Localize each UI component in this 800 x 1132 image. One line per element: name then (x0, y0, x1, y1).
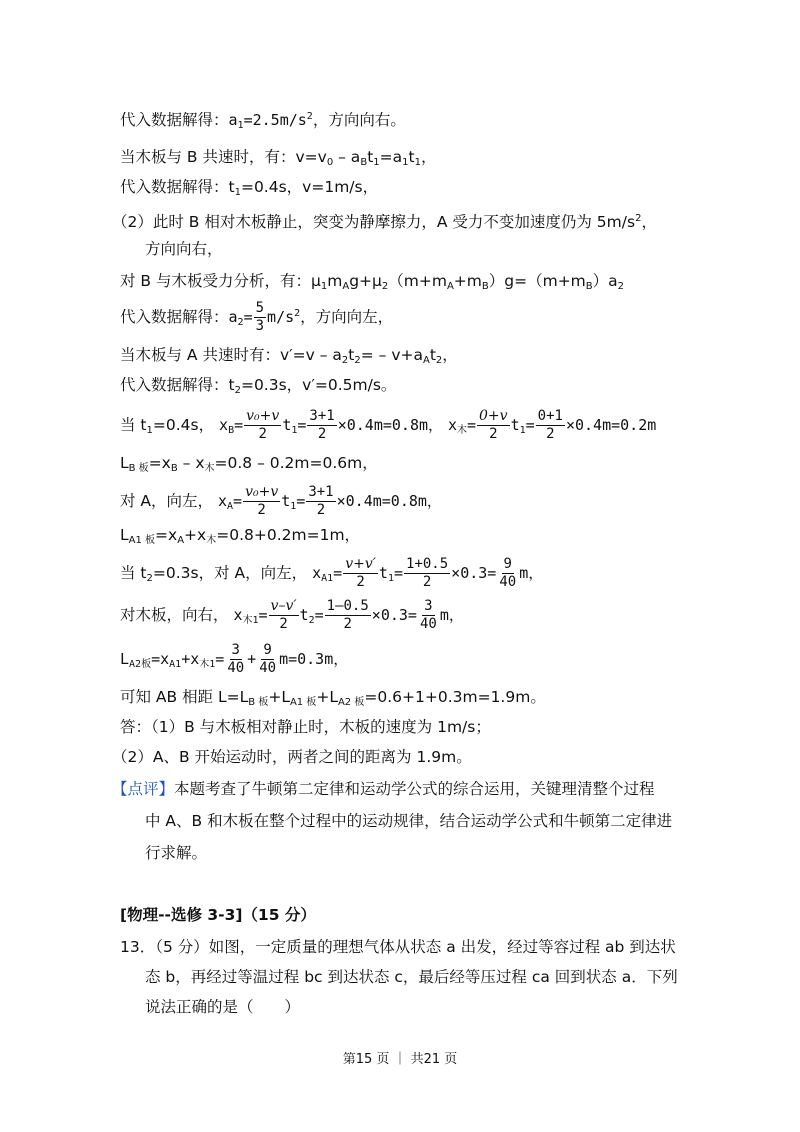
question-13-line-2: 态 b，再经过等温过程 bc 到达状态 c，最后经等压过程 ca 回到状态 a．下列 (145, 968, 678, 986)
line-17: 可知 AB 相距 $L=L_{B 板}+L_{A1 板}+L_{A2 板}=0.6+1+0.3m=1.9m$。 (120, 688, 546, 708)
line-5: 方向向右， (145, 240, 223, 258)
answer-2: （2）A、B 开始运动时，两者之间的距离为 1.9m。 (112, 748, 472, 766)
fraction: $\frac{9}{40}$ (499, 556, 517, 590)
line-1: 代入数据解得：$a_1=2.5m/s^2$，方向向右。 (120, 111, 406, 131)
answer-1: 答：（1）B 与木板相对静止时，木板的速度为 1m/s； (120, 718, 491, 736)
fraction: $\frac{1+0.5}{2}$ (406, 556, 449, 590)
fraction: $\frac{0+1}{2}$ (537, 408, 563, 442)
page-footer: 第15 页 ｜ 共21 页 (342, 1052, 458, 1067)
line-2: 当木板与 B 共速时，有：$v=v_0 - a_Bt_1=a_1t_1$， (120, 148, 437, 168)
fraction: $\frac{9}{40}$ (259, 642, 277, 676)
line-7: 代入数据解得：$a_2=$ $\frac{5}{3}$ $m/s^2$，方向向左， (120, 300, 394, 334)
comment-tag: 【点评】 (112, 780, 175, 798)
line-10: 当 $t_1=0.4s$， $x_B=$ $\frac{\text{v₀+v}}{2}$ $t_1=$ $\frac{3+1}{2}$ ×0.4m=0.8m， $x_木=$ $\frac{0+v}{2}$ $t_1=$ $\frac{0+1}{2}$ ×0.4m=0.2m (120, 408, 657, 442)
fraction: $\frac{3}{40}$ (419, 598, 437, 632)
comment-line-1: 【点评】本题考查了牛顿第二定律和运动学公式的综合运用，关键理清整个过程 (112, 780, 655, 798)
line-11: $L_{B 板}=x_B - x_木=0.8 - 0.2m=0.6m$， (120, 454, 378, 474)
fraction: $\frac{3+1}{2}$ (308, 484, 334, 518)
fraction: $\frac{3+1}{2}$ (309, 408, 335, 442)
section-heading: [物理--选修 3-3]（15 分） (120, 906, 316, 924)
fraction: $\frac{5}{3}$ (255, 300, 265, 334)
line-13: $L_{A1 板}=x_A+x_木=0.8+0.2m=1m$， (120, 526, 361, 546)
fraction: $\frac{\text{v₀+v}}{2}$ (246, 408, 280, 442)
fraction: $\frac{1-0.5}{2}$ (326, 598, 369, 632)
question-13-line-1: 13．（5 分）如图，一定质量的理想气体从状态 a 出发，经过等容过程 ab 到达状 (120, 938, 676, 956)
comment-line-3: 行求解。 (145, 844, 208, 862)
line-4: （2）此时 B 相对木板静止，突变为静摩擦力，A 受力不变加速度仍为 $5m/s^2$， (112, 213, 657, 231)
line-3: 代入数据解得：$t_1=0.4s$，v=1m/s， (120, 178, 379, 198)
line-16: $L_{A2板}=x_{A1}+x_{木1}=$ $\frac{3}{40}$ + $\frac{9}{40}$ m=0.3m， (120, 642, 349, 676)
fraction: $\frac{3}{40}$ (227, 642, 245, 676)
line-15: 对木板，向右， $x_{木1}=$ $\frac{v-v'}{2}$ $t_2=$ $\frac{1-0.5}{2}$ ×0.3= $\frac{3}{40}$ m， (120, 598, 464, 632)
fraction: $\frac{\text{v₀+v}}{2}$ (245, 484, 279, 518)
question-13-line-3: 说法正确的是（ ） (145, 998, 301, 1016)
line-14: 当 $t_2=0.3s$，对 A，向左， $x_{A1}=$ $\frac{v+v'}{2}$ $t_1=$ $\frac{1+0.5}{2}$ ×0.3= $\frac{9}{40}$ m， (120, 556, 544, 590)
line-8: 当木板与 A 共速时有：$v'=v - a_2t_2= - v+a_At_2$， (120, 346, 458, 366)
fraction: $\frac{v+v'}{2}$ (345, 556, 376, 590)
comment-line-2: 中 A、B 和木板在整个过程中的运动规律，结合运动学公式和牛顿第二定律进 (145, 812, 673, 830)
fraction: $\frac{v-v'}{2}$ (270, 598, 297, 632)
fraction: $\frac{0+v}{2}$ (479, 408, 508, 442)
line-12: 对 A，向左， $x_A=$ $\frac{\text{v₀+v}}{2}$ $t_1=$ $\frac{3+1}{2}$ ×0.4m=0.8m， (120, 484, 442, 518)
line-6: 对 B 与木板受力分析，有：$\mu_1m_Ag+\mu_2(m+m_A+m_B)g=(m+m_B)a_2$ (120, 272, 625, 292)
line-9: 代入数据解得：$t_2=0.3s$，v′=0.5m/s。 (120, 376, 397, 396)
